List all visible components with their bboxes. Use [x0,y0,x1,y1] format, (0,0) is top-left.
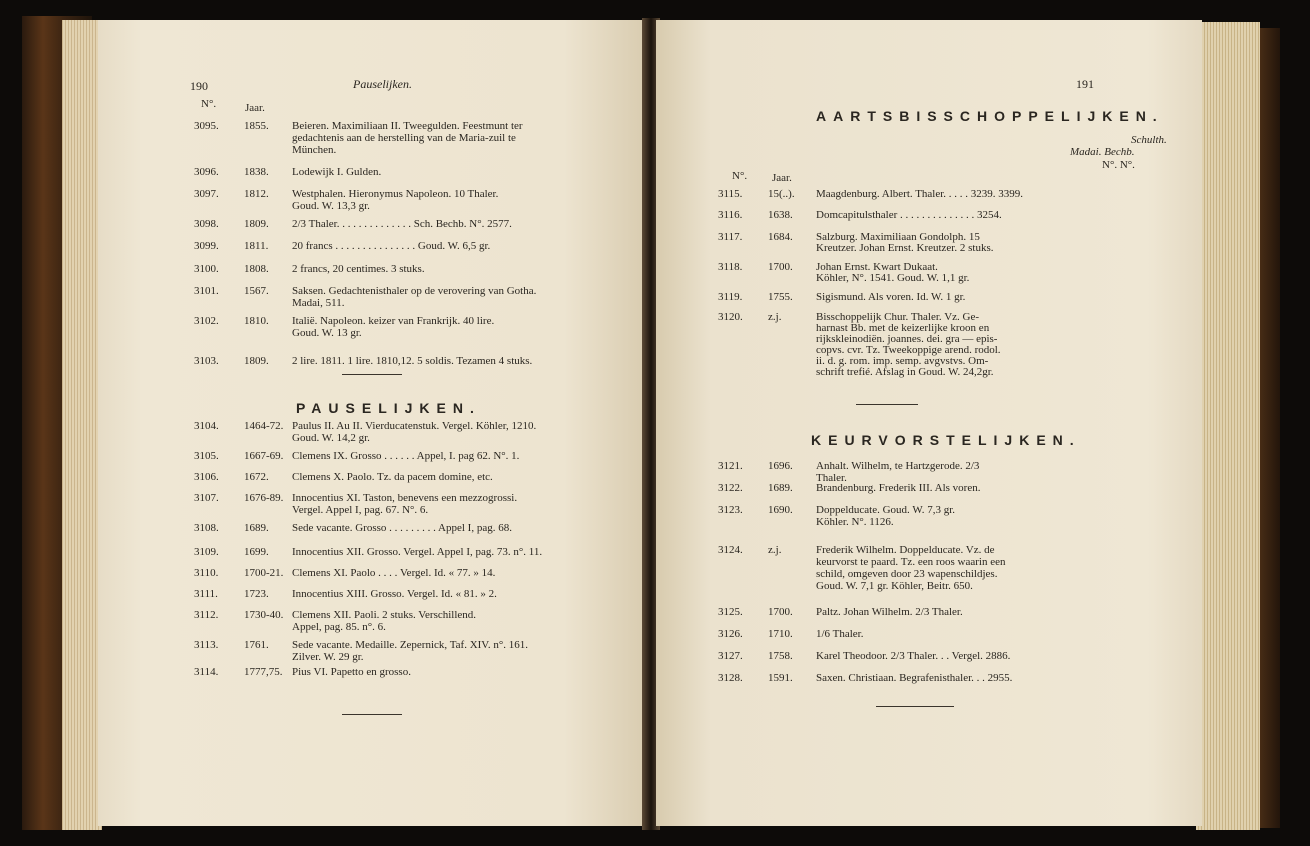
entry-year: 1567. [244,285,269,297]
entry-year: 1700. [768,261,793,273]
entry-text: Westphalen. Hieronymus Napoleon. 10 Thaler. [292,188,499,200]
page-number: 191 [1076,77,1094,91]
entry-text: Clemens IX. Grosso . . . . . . Appel, I. pag 62. N°. 1. [292,450,520,462]
entry-text: schild, omgeven door 23 wapenschildjes. [816,568,998,580]
entry-number: 3095. [194,120,219,132]
column-header-no: N°. [201,98,217,110]
entry-number: 3121. [718,460,743,472]
section-heading: KEURVORSTELIJKEN. [811,432,1081,448]
entry-year: 1700-21. [244,567,284,579]
divider [342,714,402,715]
entry-text: Maagdenburg. Albert. Thaler. . . . . 3239. 3399. [816,188,1024,200]
entry-number: 3123. [718,504,743,516]
entry-text: Karel Theodoor. 2/3 Thaler. . . Vergel. 2886. [816,650,1011,662]
page-number: 190 [190,79,208,93]
entry-year: z.j. [768,311,782,323]
entry-text: gedachtenis aan de herstelling van de Maria-zuil te [292,132,516,144]
entry-text: Brandenburg. Frederik III. Als voren. [816,482,981,494]
divider [342,374,402,375]
entry-text: Johan Ernst. Kwart Dukaat. [816,261,938,273]
entry-text: Saxen. Christiaan. Begrafenisthaler. . . 2955. [816,672,1013,684]
entry-text: ii. d. g. rom. imp. semp. avgvstvs. Om- [816,355,989,367]
entry-year: 15(..). [768,188,795,200]
entry-number: 3127. [718,650,743,662]
entry-text: 2/3 Thaler. . . . . . . . . . . . . . Sch. Bechb. N°. 2577. [292,218,512,230]
entry-text: Thaler. [816,472,847,484]
entry-text: Köhler, N°. 1541. Goud. W. 1,1 gr. [816,272,970,284]
entry-number: 3122. [718,482,743,494]
entry-text: Doppelducate. Goud. W. 7,3 gr. [816,504,956,516]
entry-text: Frederik Wilhelm. Doppelducate. Vz. de [816,544,995,556]
left-page [98,20,646,826]
entry-year: 1838. [244,166,269,178]
entry-year: 1689. [244,522,269,534]
running-head: Pauselijken. [353,77,412,91]
entry-number: 3117. [718,231,743,243]
entry-text: rijkskleinodiën. joannes. dei. gra — epis- [816,333,998,345]
entry-number: 3128. [718,672,743,684]
column-header-source: Madai. Bechb. [1070,146,1135,158]
entry-year: 1809. [244,355,269,367]
entry-number: 3124. [718,544,743,556]
entry-number: 3116. [718,209,743,221]
entry-text: Köhler. N°. 1126. [816,516,894,528]
entry-number: 3098. [194,218,219,230]
entry-year: 1755. [768,291,793,303]
entry-text: 2 francs, 20 centimes. 3 stuks. [292,263,425,275]
entry-number: 3103. [194,355,219,367]
entry-number: 3109. [194,546,219,558]
entry-text: Vergel. Appel I, pag. 67. N°. 6. [292,504,429,516]
entry-text: Innocentius XII. Grosso. Vergel. Appel I, pag. 73. n°. 11. [292,546,543,558]
entry-year: 1464-72. [244,420,284,432]
entry-number: 3120. [718,311,743,323]
entry-number: 3125. [718,606,743,618]
entry-year: 1710. [768,628,793,640]
entry-number: 3106. [194,471,219,483]
entry-year: 1689. [768,482,793,494]
entry-year: 1810. [244,315,269,327]
entry-year: 1812. [244,188,269,200]
entry-text: 1/6 Thaler. [816,628,864,640]
entry-text: Kreutzer. Johan Ernst. Kreutzer. 2 stuks. [816,242,994,254]
entry-year: 1855. [244,120,269,132]
entry-year: 1808. [244,263,269,275]
entry-year: 1761. [244,639,269,651]
column-header-no: N°. [732,170,748,182]
entry-year: 1690. [768,504,793,516]
column-header-source: Schulth. [1131,134,1167,146]
page-edges-right [1196,22,1260,830]
entry-text: schrift trefié. Afslag in Goud. W. 24,2gr. [816,366,994,378]
entry-text: Clemens XII. Paoli. 2 stuks. Verschillend. [292,609,477,621]
entry-number: 3112. [194,609,219,621]
entry-text: Sede vacante. Medaille. Zepernick, Taf. XIV. n°. 161. [292,639,528,651]
entry-number: 3102. [194,315,219,327]
entry-year: 1591. [768,672,793,684]
entry-number: 3115. [718,188,743,200]
entry-number: 3108. [194,522,219,534]
entry-text: Clemens XI. Paolo . . . . Vergel. Id. « 77. » 14. [292,567,496,579]
entry-text: Paltz. Johan Wilhelm. 2/3 Thaler. [816,606,963,618]
section-heading: PAUSELIJKEN. [296,400,481,416]
entry-text: Lodewijk I. Gulden. [292,166,382,178]
entry-text: Salzburg. Maximiliaan Gondolph. 15 [816,231,980,243]
entry-year: 1676-89. [244,492,284,504]
entry-number: 3096. [194,166,219,178]
entry-number: 3101. [194,285,219,297]
entry-year: 1684. [768,231,793,243]
entry-year: 1723. [244,588,269,600]
entry-number: 3099. [194,240,219,252]
right-page [656,20,1202,826]
entry-number: 3105. [194,450,219,462]
entry-text: Italië. Napoleon. keizer van Frankrijk. 40 lire. [292,315,495,327]
entry-year: 1672. [244,471,269,483]
entry-text: Innocentius XI. Taston, benevens een mezzogrossi. [292,492,518,504]
entry-text: Bisschoppelijk Chur. Thaler. Vz. Ge- [816,311,980,323]
entry-year: 1700. [768,606,793,618]
entry-number: 3110. [194,567,219,579]
entry-year: 1699. [244,546,269,558]
entry-text: Domcapitulsthaler . . . . . . . . . . . . . . 3254. [816,209,1002,221]
entry-year: 1777,75. [244,666,283,678]
entry-text: Saksen. Gedachtenisthaler op de verovering van Gotha. [292,285,537,297]
entry-text: Goud. W. 13,3 gr. [292,200,370,212]
entry-text: Madai, 511. [292,297,345,309]
entry-year: 1667-69. [244,450,284,462]
entry-number: 3113. [194,639,219,651]
column-header-year: Jaar. [772,172,792,184]
entry-number: 3111. [194,588,218,600]
entry-text: Sede vacante. Grosso . . . . . . . . . Appel I, pag. 68. [292,522,512,534]
entry-text: Zilver. W. 29 gr. [292,651,364,663]
entry-year: 1730-40. [244,609,284,621]
entry-year: 1696. [768,460,793,472]
book-cover-right [1258,28,1280,828]
entry-text: Anhalt. Wilhelm, te Hartzgerode. 2/3 [816,460,980,472]
entry-number: 3126. [718,628,743,640]
column-header-year: Jaar. [245,102,265,114]
entry-text: Appel, pag. 85. n°. 6. [292,621,386,633]
entry-number: 3097. [194,188,219,200]
entry-year: 1811. [244,240,269,252]
entry-text: Paulus II. Au II. Vierducatenstuk. Vergel. Köhler, 1210. [292,420,537,432]
entry-number: 3118. [718,261,743,273]
entry-year: z.j. [768,544,782,556]
entry-text: Goud. W. 7,1 gr. Köhler, Beitr. 650. [816,580,973,592]
entry-text: Innocentius XIII. Grosso. Vergel. Id. « 81. » 2. [292,588,497,600]
column-header-source: N°. N°. [1102,159,1135,171]
entry-text: Goud. W. 14,2 gr. [292,432,370,444]
entry-text: Goud. W. 13 gr. [292,327,362,339]
page-edges-left [62,20,102,830]
entry-text: Pius VI. Papetto en grosso. [292,666,411,678]
entry-text: Sigismund. Als voren. Id. W. 1 gr. [816,291,966,303]
entry-text: München. [292,144,337,156]
divider [856,404,918,405]
entry-text: 2 lire. 1811. 1 lire. 1810,12. 5 soldis. Tezamen 4 stuks. [292,355,533,367]
entry-text: 20 francs . . . . . . . . . . . . . . . Goud. W. 6,5 gr. [292,240,491,252]
entry-text: harnast Bb. met de keizerlijke kroon en [816,322,990,334]
entry-year: 1758. [768,650,793,662]
entry-year: 1809. [244,218,269,230]
entry-number: 3100. [194,263,219,275]
entry-number: 3107. [194,492,219,504]
entry-text: Clemens X. Paolo. Tz. da pacem domine, etc. [292,471,493,483]
entry-number: 3114. [194,666,219,678]
divider [876,706,954,707]
entry-text: copvs. cvr. Tz. Tweekoppige arend. rodol. [816,344,1001,356]
entry-number: 3104. [194,420,219,432]
entry-text: Beieren. Maximiliaan II. Tweegulden. Feestmunt ter [292,120,523,132]
section-heading: AARTSBISSCHOPPELIJKEN. [816,108,1164,124]
entry-text: keurvorst te paard. Tz. een roos waarin een [816,556,1006,568]
entry-year: 1638. [768,209,793,221]
entry-number: 3119. [718,291,743,303]
